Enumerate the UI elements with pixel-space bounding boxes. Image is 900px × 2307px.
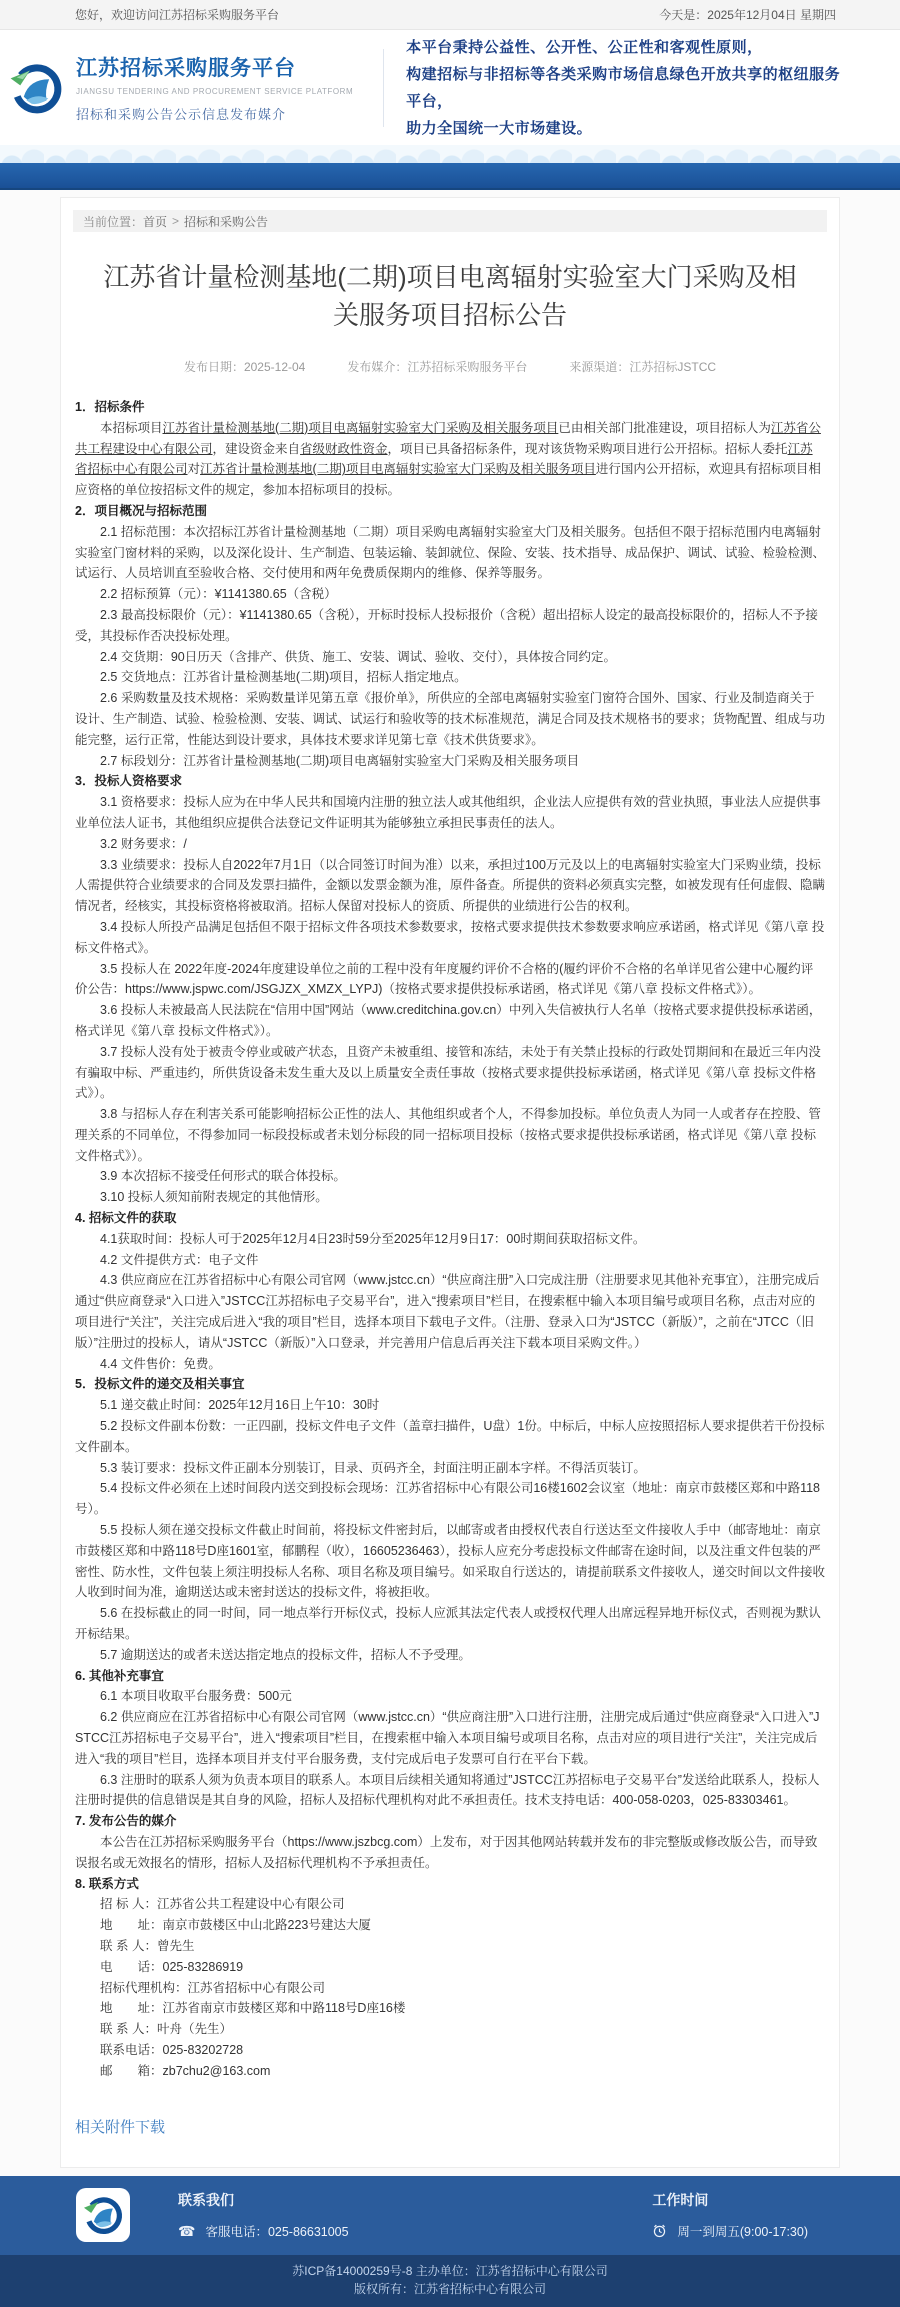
section-heading: 8. 联系方式 [75,1876,139,1891]
platform-slogan [406,34,845,142]
phone-icon: ☎ [178,2223,196,2240]
paragraph: 电 话：025-83286919 [100,1959,244,1974]
paragraph: 3.4 投标人所投产品满足包括但不限于招标文件各项技术参数要求，按格式要求提供技术参数要求响应承诺函，格式详见《第八章 投标文件格式》。 [75,919,825,955]
paragraph: 3.2 财务要求：/ [100,836,187,851]
paragraph: 2.1 招标范围：本次招标江苏省计量检测基地（二期）项目采购电离辐射实验室大门及相关服务。包括但不限于招标范围内电离辐射实验室门窗材料的采购，以及深化设计、生产制造、包装运输、装卸就位、保险、安装、技术指导、成品保护、调试、试验、检验检测、试运行、人员培训直至验收合格、交付使用和两年免费质保期内的维修、保养等服务。 [75,524,826,581]
footer-logo-box [76,2188,130,2242]
text-segment: 进行国内公开招标，欢迎具有招标项目相应资格的单位按招标文件的规定，参加本招标项目的投标。 [75,462,821,498]
site-logo-icon [8,60,64,116]
content-card [60,197,840,2168]
brand-block[interactable] [8,52,353,123]
paragraph: 5.3 装订要求：投标文件正副本分别装订，目录、页码齐全，封面注明正副本字样。不得活页装订。 [100,1460,646,1475]
paragraph: 地 址：江苏省南京市鼓楼区郑和中路118号D座16楼 [100,2001,406,2016]
paragraph: 3.8 与招标人存在利害关系可能影响招标公正性的法人、其他组织或者个人，不得参加投标。单位负责人为同一人或者存在控股、管理关系的不同单位，不得参加同一标段投标或者未划分标段的同一招标项目投标（按格式要求提供投标承诺函，格式详见《第八章 投标文件格式》）。 [75,1107,821,1163]
footer-contact-phone: 客服电话：025-86631005 [205,2225,349,2240]
text-segment: 本招标项目 [100,420,163,435]
text-segment: 对 [187,462,201,477]
section-heading: 5．投标文件的递交及相关事宜 [75,1377,245,1392]
paragraph: 联 系 人：叶舟（先生） [100,2022,232,2037]
footer-hours-title: 工作时间 [652,2192,709,2209]
paragraph: 招标代理机构：江苏省招标中心有限公司 [100,1980,326,1995]
wave-pattern-strip [0,145,900,163]
text-segment: 已由相关部门批准建设，项目招标人为 [558,420,771,435]
paragraph: 4.2 文件提供方式：电子文件 [100,1252,259,1267]
paragraph [75,418,825,501]
paragraph: 2.2 招标预算（元）：¥1141380.65（含税） [100,587,337,602]
paragraph: 3.9 本次招标不接受任何形式的联合体投标。 [100,1169,346,1184]
paragraph: 4.1获取时间：投标人可于2025年12月4日23时59分至2025年12月9日17：00时期间获取招标文件。 [100,1231,646,1246]
paragraph: 5.6 在投标截止的同一时间，同一地点举行开标仪式，投标人应派其法定代表人或授权代理人出席远程异地开标仪式，否则视为默认开标结果。 [75,1606,821,1642]
inline-link[interactable]: 江苏省公共工程建设中心有限公司 [75,420,821,456]
paragraph: 联系电话：025-83202728 [100,2042,244,2057]
footer-contact-title: 联系我们 [178,2192,234,2209]
paragraph: 5.5 投标人须在递交投标文件截止时间前，将投标文件密封后，以邮寄或者由授权代表自行送达至文件接收人手中（邮寄地址：南京市鼓楼区郑和中路118号D座1601室，郁鹏程（收），16605236463），投标人应充分考虑投标文件邮寄在途时间，以及注重文件包装的严密性、防水性，文件包装上须注明投标人名称、项目名称及项目编号。如采取自行送达的，请提前联系文件接收人，递交时间以文件接收人收到时间为准，逾期送达或未密封送达的投标文件，将被拒收。 [75,1523,826,1600]
footer-contact-column [178,2190,349,2240]
breadcrumb [73,210,827,232]
meta-publish-media: 发布媒介：江苏招标采购服务平台 [347,360,528,374]
paragraph: 3.1 资格要求：投标人应为在中华人民共和国境内注册的独立法人或其他组织，企业法人应提供有效的营业执照，事业法人应提供事业单位法人证书，其他组织应提供合法登记文件证明其为能够独立承担民事责任的法人。 [75,795,821,830]
today-date: 今天是：2025年12月04日 星期四 [659,8,836,22]
footer-work-hours: 周一到周五(9:00-17:30) [677,2225,808,2240]
text-segment: ，建设资金来自 [212,441,301,456]
section-heading: 1．招标条件 [75,400,145,414]
paragraph: 邮 箱：zb7chu2@163.com [100,2063,271,2078]
inline-link[interactable]: 江苏省计量检测基地(二期)项目电离辐射实验室大门采购及相关服务项目 [200,462,596,477]
paragraph: 2.7 标段划分：江苏省计量检测基地(二期)项目电离辐射实验室大门采购及相关服务项目 [100,753,580,768]
inline-link[interactable]: 省级财政性资金 [300,441,388,456]
article-body [73,397,827,2082]
paragraph: 招 标 人：江苏省公共工程建设中心有限公司 [100,1897,345,1912]
paragraph: 3.10 投标人须知前附表规定的其他情形。 [100,1190,328,1205]
icp-record-text: 苏ICP备14000259号-8 主办单位：江苏省招标中心有限公司 [292,2263,608,2278]
paragraph: 联 系 人：曾先生 [100,1938,195,1953]
brand-tagline: 招标和采购公告公示信息发布媒介 [76,107,287,122]
breadcrumb-label: 当前位置： [83,214,144,229]
brand-title-en: JIANGSU TENDERING AND PROCUREMENT SERVICE PLATFORM [76,87,354,96]
footer-hours-column [652,2190,808,2240]
site-footer [0,2176,900,2255]
meta-publish-date: 发布日期：2025-12-04 [183,360,306,374]
paragraph: 6.1 本项目收取平台服务费：500元 [100,1689,292,1704]
paragraph: 5.2 投标文件副本份数：一正四副，投标文件电子文件（盖章扫描件，U盘）1份。中标后，中标人应按照招标人要求提供若干份投标文件副本。 [75,1419,825,1454]
section-heading: 3．投标人资格要求 [75,774,182,789]
section-heading: 4. 招标文件的获取 [75,1211,177,1226]
copyright-text: 版权所有：江苏省招标中心有限公司 [353,2281,546,2296]
breadcrumb-home-link[interactable]: 首页 [143,214,168,229]
attachments-section [73,2116,827,2137]
text-segment: ，项目已具备招标条件，现对该货物采购项目进行公开招标。招标人委托 [387,441,788,456]
paragraph: 3.7 投标人没有处于被责令停业或破产状态，且资产未被重组、接管和冻结，未处于有关禁止投标的行政处罚期间和在最近三年内没有骗取中标、严重违约，所供货设备未发生重大及以上质量安全责任事故（按格式要求提供投标承诺函，格式详见《第八章 投标文件格式》）。 [75,1044,821,1101]
paragraph: 地 址：南京市鼓楼区中山北路223号建达大厦 [100,1918,371,1933]
paragraph: 5.1 递交截止时间：2025年12月16日上午10：30时 [100,1398,380,1413]
paragraph: 3.3 业绩要求：投标人自2022年7月1日（以合同签订时间为准）以来，承担过100万元及以上的电离辐射实验室大门采购业绩，投标人需提供符合业绩要求的合同及发票扫描件，金额以发票金额为准，原件备查。所提供的资料必须真实完整，如被发现有任何虚假、隐瞒情况者，经核实，其投标资格将被取消。招标人保留对投标人的资质、所提供的业绩进行公告的权利。 [75,857,826,914]
breadcrumb-separator: > [172,214,180,228]
top-utility-bar [0,0,900,30]
breadcrumb-current-link[interactable]: 招标和采购公告 [184,214,269,229]
paragraph: 4.3 供应商应在江苏省招标中心有限公司官网（www.jstcc.cn）“供应商注册”入口完成注册（注册要求见其他补充事宜），注册完成后通过“供应商登录“入口进入”JSTCC江苏招标电子交易平台”，进入“搜索项目”栏目，在搜索框中输入本项目编号或项目名称，点击对应的项目进行“关注”，关注完成后进入“我的项目”栏目，选择本项目下载电子文件。（注册、登录入口为“JSTCC（新版）”，之前在“JTCC（旧版）”注册过的投标人，请从“JSTCC（新版）”入口登录，并完善用户信息后再关注下载本项目采购文件。） [75,1273,820,1350]
paragraph: 2.3 最高投标限价（元）：¥1141380.65（含税），开标时投标人投标报价（含税）超出招标人设定的最高投标限价的，招标人不予接受，其投标作否决投标处理。 [75,607,818,643]
paragraph: 4.4 文件售价：免费。 [100,1356,221,1371]
slogan-line-3: 助力全国统一大市场建设。 [406,119,593,137]
welcome-text: 您好，欢迎访问江苏招标采购服务平台 [75,8,280,22]
section-heading: 7. 发布公告的媒介 [75,1814,177,1829]
inline-link[interactable]: 江苏省计量检测基地(二期)项目电离辐射实验室大门采购及相关服务项目 [162,420,559,435]
paragraph: 5.4 投标文件必须在上述时间段内送交到投标会现场：江苏省招标中心有限公司16楼1602会议室（地址：南京市鼓楼区郑和中路118号）。 [75,1481,820,1517]
footer-logo-icon [82,2194,124,2236]
paragraph: 2.5 交货地点：江苏省计量检测基地(二期)项目，招标人指定地点。 [100,670,467,685]
section-heading: 2．项目概况与招标范围 [75,503,207,518]
clock-icon [652,2223,667,2240]
page-main [0,190,900,2176]
paragraph: 2.6 采购数量及技术规格：采购数量详见第五章《报价单》，所供应的全部电离辐射实验室门窗符合国外、国家、行业及制造商关于设计、生产制造、试验、检验检测、安装、调试、试运行和验收等的技术标准规范，满足合同及技术规格书的要求；货物配置、组成与功能完整，运行正常，性能达到设计要求，具体技术要求详见第七章《技术供货要求》。 [75,691,826,747]
paragraph: 3.5 投标人在 2022年度-2024年度建设单位之前的工程中没有年度履约评价不合格的(履约评价不合格的名单详见省公建中心履约评价公告：https://www.jspwc.com/JSGJZX_XMZX_LYPJ)（按格式要求提供投标承诺函，格式详见《第八章 投标文件格式》）。 [75,961,814,997]
header-divider [383,49,384,127]
main-nav-bar[interactable] [0,163,900,190]
footer-bottom-bar [0,2255,900,2307]
paragraph: 5.7 逾期送达的或者未送达指定地点的投标文件，招标人不予受理。 [100,1647,471,1662]
paragraph: 3.6 投标人未被最高人民法院在“信用中国”网站（www.creditchina.gov.cn）中列入失信被执行人名单（按格式要求提供投标承诺函，格式详见《第八章 投标文件格式》）。 [75,1003,822,1038]
slogan-line-2: 构建招标与非招标等各类采购市场信息绿色开放共享的枢纽服务平台， [406,65,841,110]
slogan-line-1: 本平台秉持公益性、公开性、公正性和客观性原则， [406,38,763,56]
paragraph: 2.4 交货期：90日历天（含排产、供货、施工、安装、调试、验收、交付），具体按合同约定。 [100,649,617,664]
site-header [0,30,900,145]
brand-title: 江苏招标采购服务平台 [76,57,296,80]
paragraph: 6.3 注册时的联系人须为负责本项目的联系人。本项目后续相关通知将通过”JSTCC江苏招标电子交易平台”发送给此联系人，投标人注册时提供的信息错误是其自身的风险，招标人及招标代理机构对此不承担责任。技术支持电话：400-058-0203，025-83303461。 [75,1772,820,1808]
page-title: 江苏省计量检测基地(二期)项目电离辐射实验室大门采购及相关服务项目招标公告 [103,262,797,330]
inline-link[interactable]: 江苏省招标中心有限公司 [75,441,813,477]
article-meta [73,358,827,375]
section-heading: 6. 其他补充事宜 [75,1668,164,1683]
paragraph: 本公告在江苏招标采购服务平台（https://www.jszbcg.com）上发布，对于因其他网站转载并发布的非完整版或修改版公告，而导致误报名或无效报名的情形，招标人及招标代理机构不予承担责任。 [75,1834,818,1870]
meta-source-channel: 来源渠道：江苏招标JSTCC [569,360,717,374]
attachments-download-link[interactable]: 相关附件下载 [75,2118,166,2136]
paragraph: 6.2 供应商应在江苏省招标中心有限公司官网（www.jstcc.cn）“供应商注册”入口进行注册，注册完成后通过“供应商登录“入口进入”JSTCC江苏招标电子交易平台”，进入“搜索项目”栏目，在搜索框中输入本项目编号或项目名称，点击对应的项目进行“关注”，关注完成后进入“我的项目”栏目，选择本项目并支付平台服务费，支付完成后电子发票可自行在平台下载。 [75,1710,820,1766]
